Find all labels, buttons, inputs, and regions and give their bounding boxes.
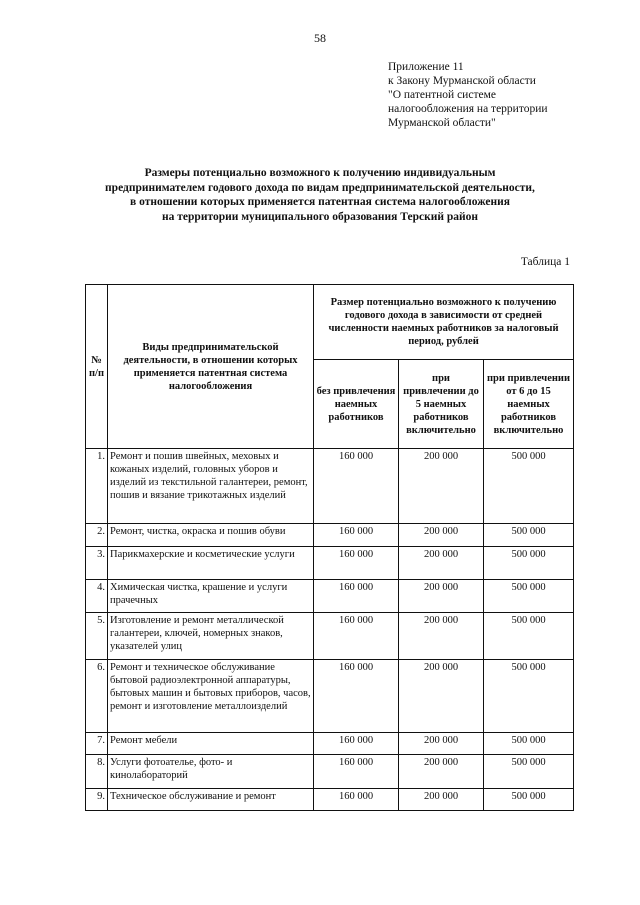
value-6-to-15: 500 000	[484, 733, 574, 755]
value-up-to-5: 200 000	[399, 733, 484, 755]
value-no-employees: 160 000	[314, 755, 399, 789]
table-row	[86, 755, 574, 789]
row-activity: Услуги фотоателье, фото- и кинолабораторий	[108, 755, 314, 789]
header-number: № п/п	[86, 285, 108, 449]
row-number: 7.	[86, 733, 108, 755]
value-6-to-15: 500 000	[484, 580, 574, 613]
value-up-to-5: 200 000	[399, 449, 484, 524]
header-6-to-15: при привлечении от 6 до 15 наемных работников включительно	[484, 360, 574, 449]
row-number: 2.	[86, 524, 108, 547]
row-number: 6.	[86, 660, 108, 733]
table-row	[86, 660, 574, 733]
row-activity: Изготовление и ремонт металлической галантереи, ключей, номерных знаков, указателей улиц	[108, 613, 314, 660]
table-label: Таблица 1	[520, 256, 570, 268]
table-row	[86, 733, 574, 755]
table-row	[86, 580, 574, 613]
appendix-line: "О патентной системе	[388, 89, 496, 101]
value-up-to-5: 200 000	[399, 580, 484, 613]
row-number: 9.	[86, 789, 108, 811]
row-activity: Ремонт и техническое обслуживание бытовой радиоэлектронной аппаратуры, бытовых машин и бытовых приборов, часов, ремонт и изготовление металлоизделий	[108, 660, 314, 733]
appendix-line: Мурманской области"	[388, 117, 496, 129]
value-no-employees: 160 000	[314, 613, 399, 660]
value-6-to-15: 500 000	[484, 755, 574, 789]
row-number: 8.	[86, 755, 108, 789]
appendix-line: налогообложения на территории	[388, 103, 548, 115]
document-title	[60, 166, 580, 224]
row-number: 1.	[86, 449, 108, 524]
row-number: 4.	[86, 580, 108, 613]
table-row	[86, 613, 574, 660]
value-no-employees: 160 000	[314, 547, 399, 580]
title-line: на территории муниципального образования Терский район	[162, 210, 478, 223]
value-up-to-5: 200 000	[399, 755, 484, 789]
income-table	[85, 284, 574, 811]
row-activity: Ремонт и пошив швейных, меховых и кожаных изделий, головных уборов и изделий из текстильной галантереи, ремонт, пошив и вязание трикотажных изделий	[108, 449, 314, 524]
table-row	[86, 789, 574, 811]
value-no-employees: 160 000	[314, 660, 399, 733]
header-no-employees: без привлечения наемных работников	[314, 360, 399, 449]
row-activity: Ремонт мебели	[108, 733, 314, 755]
value-no-employees: 160 000	[314, 449, 399, 524]
title-line: предпринимателем годового дохода по видам предпринимательской деятельности,	[105, 181, 535, 194]
table-row	[86, 449, 574, 524]
table-row	[86, 547, 574, 580]
value-no-employees: 160 000	[314, 789, 399, 811]
row-activity: Ремонт, чистка, окраска и пошив обуви	[108, 524, 314, 547]
header-up-to-5: при привлечении до 5 наемных работников включительно	[399, 360, 484, 449]
value-up-to-5: 200 000	[399, 613, 484, 660]
header-income-group: Размер потенциально возможного к получению годового дохода в зависимости от средней численности наемных работников за налоговый период, рублей	[314, 285, 574, 360]
value-no-employees: 160 000	[314, 733, 399, 755]
appendix-line: Приложение 11	[388, 61, 464, 73]
value-6-to-15: 500 000	[484, 660, 574, 733]
row-number: 5.	[86, 613, 108, 660]
appendix-note	[388, 60, 618, 130]
value-6-to-15: 500 000	[484, 524, 574, 547]
value-no-employees: 160 000	[314, 524, 399, 547]
header-activity: Виды предпринимательской деятельности, в отношении которых применяется патентная система налогообложения	[108, 285, 314, 449]
row-activity: Техническое обслуживание и ремонт	[108, 789, 314, 811]
row-number: 3.	[86, 547, 108, 580]
appendix-line: к Закону Мурманской области	[388, 75, 536, 87]
row-activity: Парикмахерские и косметические услуги	[108, 547, 314, 580]
value-no-employees: 160 000	[314, 580, 399, 613]
value-6-to-15: 500 000	[484, 449, 574, 524]
value-up-to-5: 200 000	[399, 789, 484, 811]
title-line: Размеры потенциально возможного к получению индивидуальным	[144, 167, 496, 179]
value-up-to-5: 200 000	[399, 660, 484, 733]
value-up-to-5: 200 000	[399, 524, 484, 547]
table-row	[86, 524, 574, 547]
value-6-to-15: 500 000	[484, 547, 574, 580]
title-line: в отношении которых применяется патентная система налогообложения	[130, 196, 510, 208]
row-activity: Химическая чистка, крашение и услуги прачечных	[108, 580, 314, 613]
value-6-to-15: 500 000	[484, 789, 574, 811]
value-6-to-15: 500 000	[484, 613, 574, 660]
page-number: 58	[314, 31, 326, 45]
value-up-to-5: 200 000	[399, 547, 484, 580]
